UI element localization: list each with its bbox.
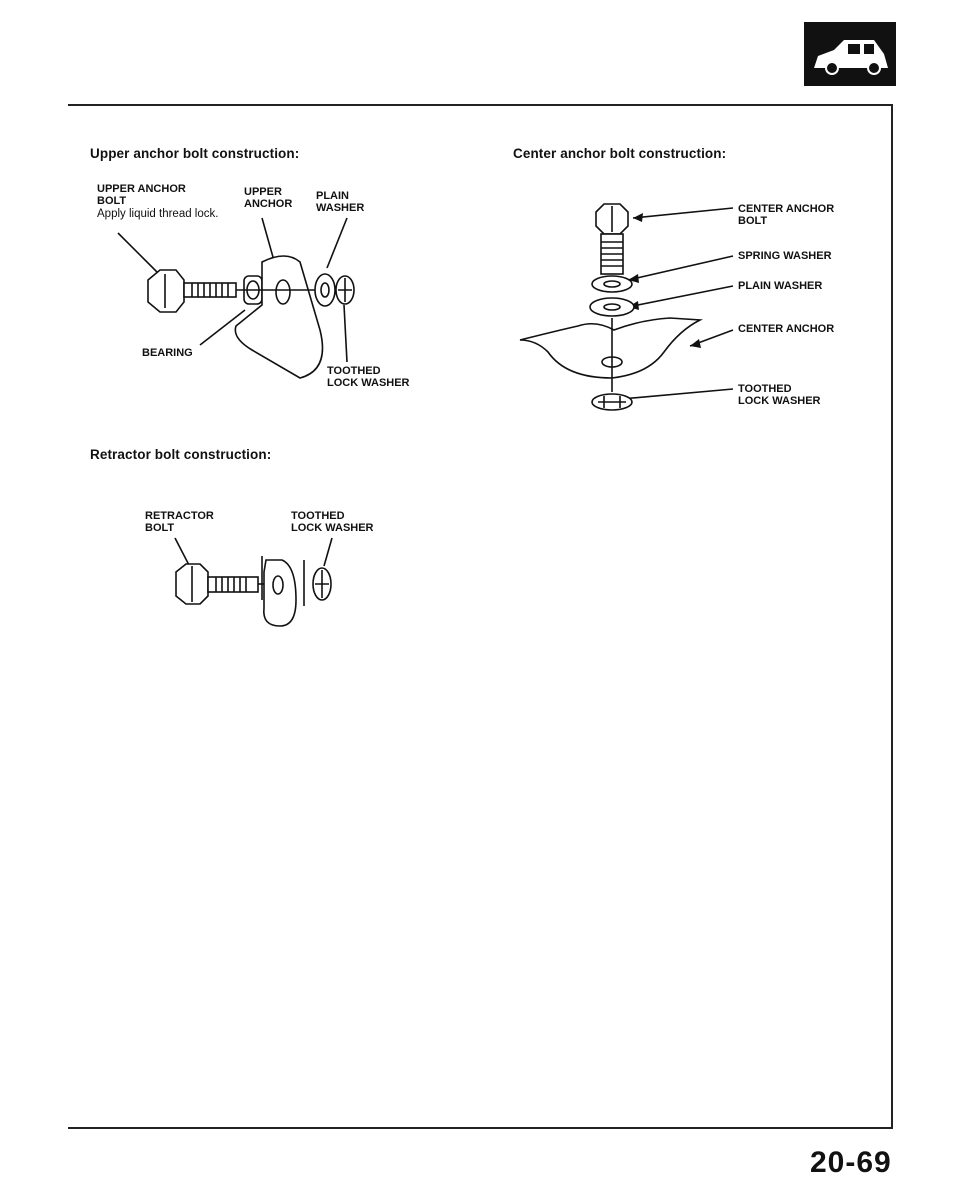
upper-anchor-title: Upper anchor bolt construction:	[90, 146, 300, 161]
spring-washer-label: SPRING WASHER	[738, 250, 832, 262]
center-anchor-bolt-label: CENTER ANCHOR BOLT	[738, 203, 835, 227]
toothed-lock-washer-label-upper: TOOTHED LOCK WASHER	[327, 365, 410, 389]
plain-washer-label-center: PLAIN WASHER	[738, 280, 823, 292]
bearing-label: BEARING	[142, 347, 193, 359]
center-anchor-label: CENTER ANCHOR	[738, 323, 835, 335]
plain-washer-label: PLAIN WASHER	[316, 190, 365, 214]
toothed-lock-washer-label-retractor: TOOTHED LOCK WASHER	[291, 510, 374, 534]
upper-anchor-bolt-label: UPPER ANCHOR BOLT	[97, 183, 186, 207]
thread-lock-note: Apply liquid thread lock.	[97, 208, 219, 220]
page-number: 20-69	[810, 1146, 892, 1179]
toothed-lock-washer-label-center: TOOTHED LOCK WASHER	[738, 383, 821, 407]
retractor-title: Retractor bolt construction:	[90, 447, 272, 462]
center-anchor-title: Center anchor bolt construction:	[513, 146, 727, 161]
retractor-bolt-label: RETRACTOR BOLT	[145, 510, 214, 534]
upper-anchor-label: UPPER ANCHOR	[244, 186, 293, 210]
